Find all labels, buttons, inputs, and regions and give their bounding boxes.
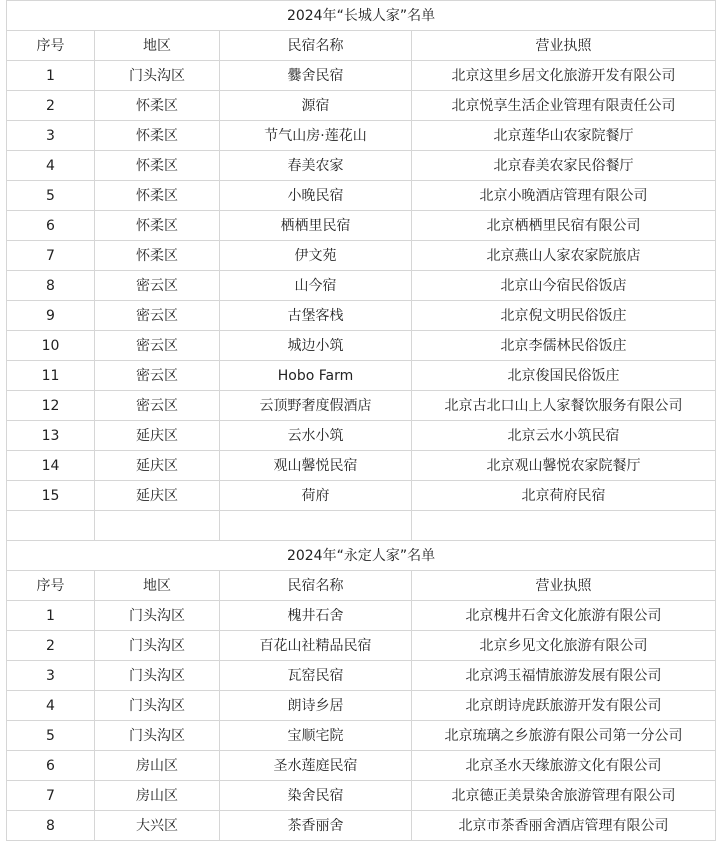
cell-district: 延庆区 <box>95 451 220 481</box>
cell-serial-number: 3 <box>7 121 95 151</box>
cell-business-license: 北京莲华山农家院餐厅 <box>412 121 716 151</box>
cell-homestay-name: 城边小筑 <box>220 331 412 361</box>
column-header-homestay-name: 民宿名称 <box>220 571 412 601</box>
cell-homestay-name: 山今宿 <box>220 271 412 301</box>
cell-serial-number: 8 <box>7 811 95 841</box>
cell-district: 密云区 <box>95 391 220 421</box>
cell-homestay-name: 百花山社精品民宿 <box>220 631 412 661</box>
cell-homestay-name: 伊文苑 <box>220 241 412 271</box>
table-row <box>7 421 716 451</box>
cell-homestay-name: 瓦窑民宿 <box>220 661 412 691</box>
cell-serial-number: 8 <box>7 271 95 301</box>
cell-serial-number: 2 <box>7 631 95 661</box>
column-header-homestay-name: 民宿名称 <box>220 31 412 61</box>
empty-cell <box>412 511 716 541</box>
cell-homestay-name: 栖栖里民宿 <box>220 211 412 241</box>
section-title-row <box>7 541 716 571</box>
table-row <box>7 61 716 91</box>
table-body <box>7 1 716 841</box>
cell-district: 密云区 <box>95 331 220 361</box>
cell-homestay-name: 小晚民宿 <box>220 181 412 211</box>
section-title: 2024年“长城人家”名单 <box>7 1 716 31</box>
cell-serial-number: 1 <box>7 61 95 91</box>
empty-cell <box>220 511 412 541</box>
cell-homestay-name: 槐井石舍 <box>220 601 412 631</box>
cell-district: 怀柔区 <box>95 151 220 181</box>
cell-business-license: 北京乡见文化旅游有限公司 <box>412 631 716 661</box>
cell-business-license: 北京山今宿民俗饭店 <box>412 271 716 301</box>
cell-district: 门头沟区 <box>95 631 220 661</box>
empty-spacer-row <box>7 511 716 541</box>
cell-serial-number: 15 <box>7 481 95 511</box>
section-title-row <box>7 1 716 31</box>
cell-business-license: 北京古北口山上人家餐饮服务有限公司 <box>412 391 716 421</box>
table-row <box>7 721 716 751</box>
cell-homestay-name: 染舍民宿 <box>220 781 412 811</box>
table-row <box>7 811 716 841</box>
table-row <box>7 211 716 241</box>
cell-serial-number: 9 <box>7 301 95 331</box>
cell-business-license: 北京倪文明民俗饭庄 <box>412 301 716 331</box>
cell-business-license: 北京鸿玉福情旅游发展有限公司 <box>412 661 716 691</box>
cell-homestay-name: 荷府 <box>220 481 412 511</box>
cell-business-license: 北京小晚酒店管理有限公司 <box>412 181 716 211</box>
cell-district: 大兴区 <box>95 811 220 841</box>
table-row <box>7 151 716 181</box>
homestay-list-table <box>6 0 716 841</box>
table-row <box>7 631 716 661</box>
cell-business-license: 北京悦享生活企业管理有限责任公司 <box>412 91 716 121</box>
cell-serial-number: 4 <box>7 691 95 721</box>
table-row <box>7 91 716 121</box>
cell-district: 怀柔区 <box>95 241 220 271</box>
cell-business-license: 北京朗诗虎跃旅游开发有限公司 <box>412 691 716 721</box>
cell-serial-number: 6 <box>7 211 95 241</box>
column-header-serial-number: 序号 <box>7 31 95 61</box>
cell-business-license: 北京荷府民宿 <box>412 481 716 511</box>
table-row <box>7 781 716 811</box>
cell-serial-number: 7 <box>7 241 95 271</box>
table-row <box>7 391 716 421</box>
cell-business-license: 北京圣水天缘旅游文化有限公司 <box>412 751 716 781</box>
cell-business-license: 北京栖栖里民宿有限公司 <box>412 211 716 241</box>
table-row <box>7 181 716 211</box>
cell-homestay-name: 云顶野奢度假酒店 <box>220 391 412 421</box>
cell-homestay-name: 观山馨悦民宿 <box>220 451 412 481</box>
cell-district: 密云区 <box>95 361 220 391</box>
cell-district: 门头沟区 <box>95 601 220 631</box>
cell-district: 门头沟区 <box>95 691 220 721</box>
cell-serial-number: 11 <box>7 361 95 391</box>
table-row <box>7 751 716 781</box>
cell-district: 门头沟区 <box>95 61 220 91</box>
table-row <box>7 271 716 301</box>
cell-serial-number: 6 <box>7 751 95 781</box>
cell-business-license: 北京李儒林民俗饭庄 <box>412 331 716 361</box>
cell-serial-number: 14 <box>7 451 95 481</box>
table-row <box>7 601 716 631</box>
cell-serial-number: 5 <box>7 181 95 211</box>
cell-district: 房山区 <box>95 781 220 811</box>
table-row <box>7 451 716 481</box>
cell-district: 密云区 <box>95 271 220 301</box>
cell-district: 怀柔区 <box>95 211 220 241</box>
table-row <box>7 301 716 331</box>
cell-serial-number: 5 <box>7 721 95 751</box>
table-header-row <box>7 571 716 601</box>
section-title: 2024年“永定人家”名单 <box>7 541 716 571</box>
cell-business-license: 北京俊国民俗饭庄 <box>412 361 716 391</box>
cell-serial-number: 1 <box>7 601 95 631</box>
empty-cell <box>95 511 220 541</box>
cell-district: 怀柔区 <box>95 121 220 151</box>
column-header-district: 地区 <box>95 31 220 61</box>
cell-business-license: 北京燕山人家农家院旅店 <box>412 241 716 271</box>
cell-homestay-name: 宝顺宅院 <box>220 721 412 751</box>
cell-district: 门头沟区 <box>95 661 220 691</box>
table-row <box>7 481 716 511</box>
table-row <box>7 361 716 391</box>
cell-district: 房山区 <box>95 751 220 781</box>
cell-business-license: 北京槐井石舍文化旅游有限公司 <box>412 601 716 631</box>
table-row <box>7 691 716 721</box>
cell-district: 延庆区 <box>95 421 220 451</box>
cell-serial-number: 13 <box>7 421 95 451</box>
cell-district: 门头沟区 <box>95 721 220 751</box>
cell-serial-number: 2 <box>7 91 95 121</box>
column-header-business-license: 营业执照 <box>412 31 716 61</box>
cell-district: 延庆区 <box>95 481 220 511</box>
cell-serial-number: 3 <box>7 661 95 691</box>
table-row <box>7 121 716 151</box>
cell-business-license: 北京这里乡居文化旅游开发有限公司 <box>412 61 716 91</box>
table-header-row <box>7 31 716 61</box>
cell-serial-number: 4 <box>7 151 95 181</box>
cell-homestay-name: Hobo Farm <box>220 361 412 391</box>
cell-district: 怀柔区 <box>95 91 220 121</box>
column-header-business-license: 营业执照 <box>412 571 716 601</box>
cell-serial-number: 7 <box>7 781 95 811</box>
cell-homestay-name: 春美农家 <box>220 151 412 181</box>
empty-cell <box>7 511 95 541</box>
column-header-district: 地区 <box>95 571 220 601</box>
cell-business-license: 北京德正美景染舍旅游管理有限公司 <box>412 781 716 811</box>
table-row <box>7 661 716 691</box>
cell-business-license: 北京云水小筑民宿 <box>412 421 716 451</box>
table-row <box>7 331 716 361</box>
cell-business-license: 北京市茶香丽舍酒店管理有限公司 <box>412 811 716 841</box>
cell-serial-number: 12 <box>7 391 95 421</box>
cell-homestay-name: 爨舍民宿 <box>220 61 412 91</box>
cell-homestay-name: 朗诗乡居 <box>220 691 412 721</box>
cell-district: 怀柔区 <box>95 181 220 211</box>
cell-homestay-name: 圣水莲庭民宿 <box>220 751 412 781</box>
table-row <box>7 241 716 271</box>
column-header-serial-number: 序号 <box>7 571 95 601</box>
cell-serial-number: 10 <box>7 331 95 361</box>
cell-homestay-name: 茶香丽舍 <box>220 811 412 841</box>
cell-homestay-name: 源宿 <box>220 91 412 121</box>
cell-homestay-name: 节气山房·莲花山 <box>220 121 412 151</box>
cell-homestay-name: 云水小筑 <box>220 421 412 451</box>
cell-district: 密云区 <box>95 301 220 331</box>
cell-business-license: 北京琉璃之乡旅游有限公司第一分公司 <box>412 721 716 751</box>
cell-business-license: 北京观山馨悦农家院餐厅 <box>412 451 716 481</box>
cell-business-license: 北京春美农家民俗餐厅 <box>412 151 716 181</box>
cell-homestay-name: 古堡客栈 <box>220 301 412 331</box>
